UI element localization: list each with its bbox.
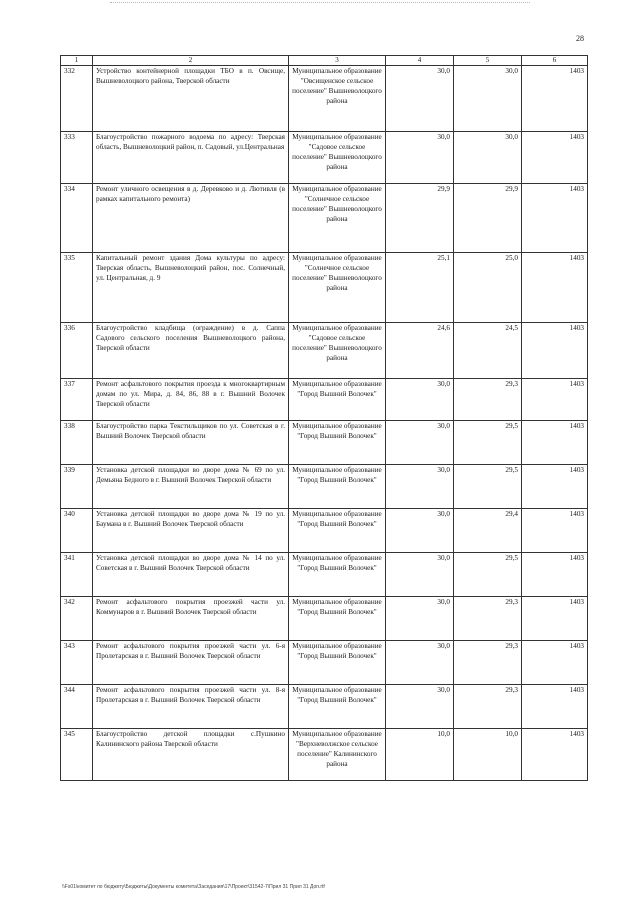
work-description-cell: Ремонт асфальтового покрытия проезжей части ул. Коммунаров в г. Вышний Волочек Тверской области xyxy=(93,597,289,641)
amount-col5-cell: 29,5 xyxy=(454,553,522,597)
code-col6-cell: 1403 xyxy=(522,253,588,323)
municipality-cell: Муниципальное образование "Город Вышний Волочек" xyxy=(289,685,386,729)
table-row xyxy=(61,509,588,553)
amount-col5-cell: 29,3 xyxy=(454,379,522,421)
amount-col4-cell: 30,0 xyxy=(386,66,454,132)
amount-col4-cell: 30,0 xyxy=(386,685,454,729)
row-number-cell: 333 xyxy=(61,132,93,184)
table-row xyxy=(61,323,588,379)
header-cell: 6 xyxy=(522,56,588,66)
header-cell: 2 xyxy=(93,56,289,66)
municipality-cell: Муниципальное образование "Верхневолжское сельское поселение" Калининского района xyxy=(289,729,386,781)
code-col6-cell: 1403 xyxy=(522,323,588,379)
municipality-cell: Муниципальное образование "Солнечное сельское поселение" Вышневолоцкого района xyxy=(289,184,386,253)
work-description-cell: Ремонт асфальтового покрытия проезда к многоквартирным домам по ул. Мира, д. 84, 86, 88 в г. Вышний Волочек Тверской области xyxy=(93,379,289,421)
table-body xyxy=(61,66,588,781)
row-number-cell: 344 xyxy=(61,685,93,729)
municipality-cell: Муниципальное образование "Солнечное сельское поселение" Вышневолоцкого района xyxy=(289,253,386,323)
amount-col4-cell: 30,0 xyxy=(386,132,454,184)
municipality-cell: Муниципальное образование "Город Вышний Волочек" xyxy=(289,509,386,553)
table-row xyxy=(61,253,588,323)
header-cell: 3 xyxy=(289,56,386,66)
municipality-cell: Муниципальное образование "Город Вышний Волочек" xyxy=(289,553,386,597)
work-description-cell: Установка детской площадки во дворе дома № 69 по ул. Демьяна Бедного в г. Вышний Волочек Тверской области xyxy=(93,465,289,509)
code-col6-cell: 1403 xyxy=(522,66,588,132)
amount-col5-cell: 29,5 xyxy=(454,465,522,509)
work-description-cell: Капитальный ремонт здания Дома культуры по адресу: Тверская область, Вышневолоцкий район, пос. Солнечный, ул. Центральная, д. 9 xyxy=(93,253,289,323)
scan-artifact xyxy=(110,2,530,7)
amount-col5-cell: 30,0 xyxy=(454,132,522,184)
work-description-cell: Установка детской площадки во дворе дома № 19 по ул. Баумана в г. Вышний Волочек Тверской области xyxy=(93,509,289,553)
work-description-cell: Благоустройство кладбища (ограждение) в д. Саппа Садового сельского поселения Вышневолоцкого района, Тверской области xyxy=(93,323,289,379)
amount-col4-cell: 25,1 xyxy=(386,253,454,323)
amount-col5-cell: 29,3 xyxy=(454,597,522,641)
table-row xyxy=(61,421,588,465)
row-number-cell: 337 xyxy=(61,379,93,421)
municipality-cell: Муниципальное образование "Город Вышний Волочек" xyxy=(289,597,386,641)
projects-table xyxy=(60,55,588,781)
amount-col5-cell: 24,5 xyxy=(454,323,522,379)
amount-col4-cell: 30,0 xyxy=(386,465,454,509)
code-col6-cell: 1403 xyxy=(522,421,588,465)
amount-col5-cell: 30,0 xyxy=(454,66,522,132)
amount-col4-cell: 30,0 xyxy=(386,379,454,421)
code-col6-cell: 1403 xyxy=(522,553,588,597)
row-number-cell: 332 xyxy=(61,66,93,132)
amount-col5-cell: 29,3 xyxy=(454,641,522,685)
code-col6-cell: 1403 xyxy=(522,641,588,685)
row-number-cell: 340 xyxy=(61,509,93,553)
row-number-cell: 343 xyxy=(61,641,93,685)
municipality-cell: Муниципальное образование "Город Вышний Волочек" xyxy=(289,421,386,465)
header-cell: 5 xyxy=(454,56,522,66)
amount-col5-cell: 29,3 xyxy=(454,685,522,729)
row-number-cell: 341 xyxy=(61,553,93,597)
municipality-cell: Муниципальное образование "Город Вышний Волочек" xyxy=(289,641,386,685)
work-description-cell: Благоустройство детской площадки с.Пушкино Калининского района Тверской области xyxy=(93,729,289,781)
work-description-cell: Ремонт уличного освещения в д. Деревково и д. Лютивля (в рамках капитального ремонта) xyxy=(93,184,289,253)
work-description-cell: Установка детской площадки во дворе дома № 14 по ул. Советская в г. Вышний Волочек Тверской области xyxy=(93,553,289,597)
amount-col5-cell: 29,9 xyxy=(454,184,522,253)
amount-col4-cell: 30,0 xyxy=(386,597,454,641)
row-number-cell: 345 xyxy=(61,729,93,781)
amount-col4-cell: 30,0 xyxy=(386,553,454,597)
amount-col5-cell: 29,4 xyxy=(454,509,522,553)
table-row xyxy=(61,597,588,641)
table-row xyxy=(61,465,588,509)
table-row xyxy=(61,685,588,729)
table-row xyxy=(61,132,588,184)
amount-col4-cell: 30,0 xyxy=(386,641,454,685)
code-col6-cell: 1403 xyxy=(522,379,588,421)
municipality-cell: Муниципальное образование "Город Вышний Волочек" xyxy=(289,465,386,509)
table-row xyxy=(61,553,588,597)
row-number-cell: 336 xyxy=(61,323,93,379)
page-number: 28 xyxy=(576,34,584,43)
municipality-cell: Муниципальное образование "Садовое сельское поселение" Вышневолоцкого района xyxy=(289,323,386,379)
amount-col4-cell: 30,0 xyxy=(386,509,454,553)
municipality-cell: Муниципальное образование "Город Вышний Волочек" xyxy=(289,379,386,421)
code-col6-cell: 1403 xyxy=(522,509,588,553)
code-col6-cell: 1403 xyxy=(522,132,588,184)
amount-col4-cell: 10,0 xyxy=(386,729,454,781)
work-description-cell: Устройство контейнерной площадки ТБО в п. Овсище, Вышневолоцкого района, Тверской области xyxy=(93,66,289,132)
amount-col4-cell: 29,9 xyxy=(386,184,454,253)
amount-col4-cell: 30,0 xyxy=(386,421,454,465)
code-col6-cell: 1403 xyxy=(522,729,588,781)
amount-col5-cell: 25,0 xyxy=(454,253,522,323)
municipality-cell: Муниципальное образование "Овсищенское сельское поселение" Вышневолоцкого района xyxy=(289,66,386,132)
header-cell: 4 xyxy=(386,56,454,66)
code-col6-cell: 1403 xyxy=(522,184,588,253)
work-description-cell: Ремонт асфальтового покрытия проезжей части ул. 8-я Пролетарская в г. Вышний Волочек Тверской области xyxy=(93,685,289,729)
table-row xyxy=(61,66,588,132)
table-row xyxy=(61,641,588,685)
code-col6-cell: 1403 xyxy=(522,597,588,641)
work-description-cell: Благоустройство пожарного водоема по адресу: Тверская область, Вышневолоцкий район, п. Садовый, ул.Центральная xyxy=(93,132,289,184)
row-number-cell: 339 xyxy=(61,465,93,509)
table-row xyxy=(61,184,588,253)
table-header-row xyxy=(61,56,588,66)
table-row xyxy=(61,729,588,781)
work-description-cell: Благоустройство парка Текстильщиков по ул. Советская в г. Вышний Волочек Тверской области xyxy=(93,421,289,465)
file-path-footer: \\Fs01\комитет по бюджету\Бюджеты\Документы комитета\Заседания\17\Проект\31542-7\Прил 31 Прил 31 Доп.rtf xyxy=(62,884,325,890)
code-col6-cell: 1403 xyxy=(522,685,588,729)
row-number-cell: 335 xyxy=(61,253,93,323)
amount-col4-cell: 24,6 xyxy=(386,323,454,379)
municipality-cell: Муниципальное образование "Садовое сельское поселение" Вышневолоцкого района xyxy=(289,132,386,184)
header-cell: 1 xyxy=(61,56,93,66)
amount-col5-cell: 29,5 xyxy=(454,421,522,465)
row-number-cell: 334 xyxy=(61,184,93,253)
row-number-cell: 338 xyxy=(61,421,93,465)
table-row xyxy=(61,379,588,421)
code-col6-cell: 1403 xyxy=(522,465,588,509)
work-description-cell: Ремонт асфальтового покрытия проезжей части ул. 6-я Пролетарская в г. Вышний Волочек Тверской области xyxy=(93,641,289,685)
amount-col5-cell: 10,0 xyxy=(454,729,522,781)
row-number-cell: 342 xyxy=(61,597,93,641)
